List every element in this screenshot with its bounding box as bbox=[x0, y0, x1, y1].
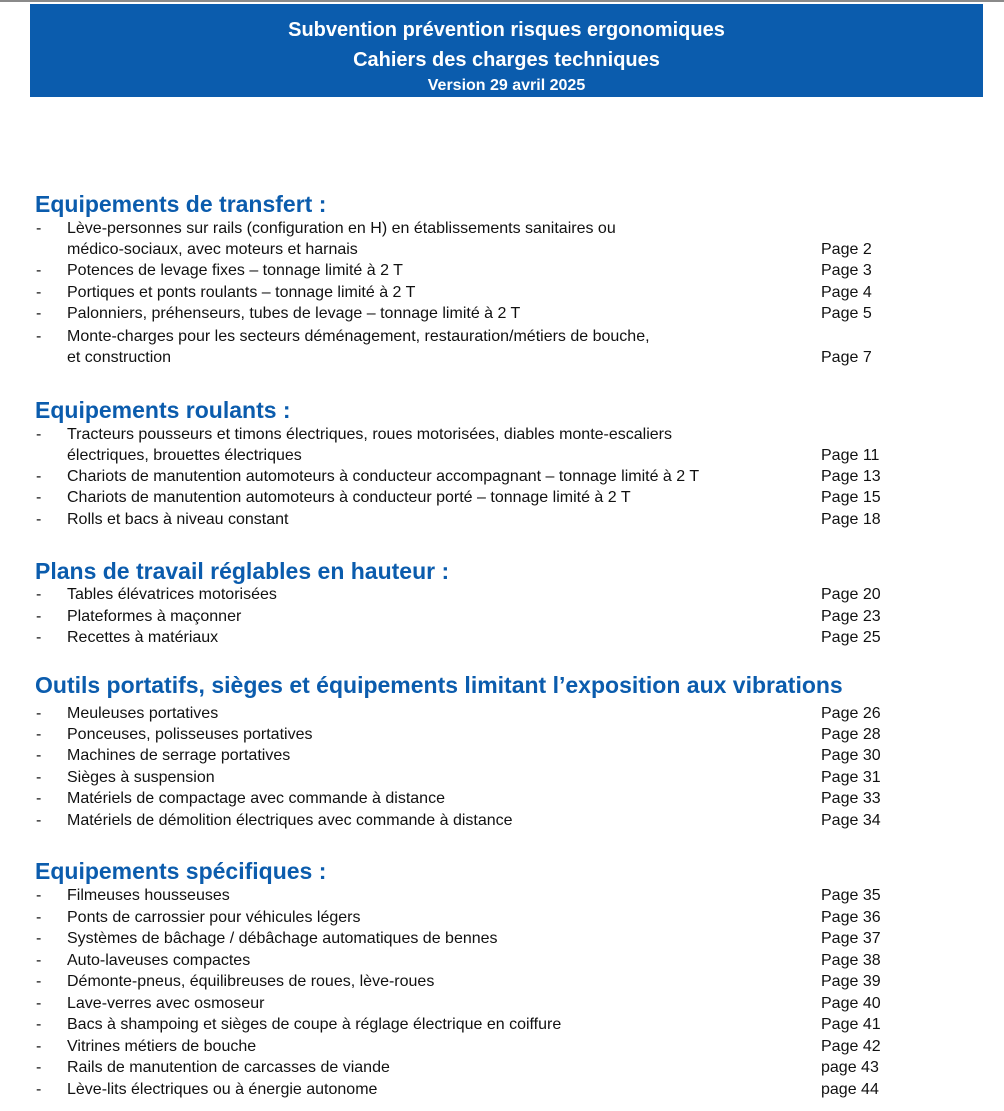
toc-item-page: Page 34 bbox=[821, 812, 881, 829]
toc-item-page: Page 38 bbox=[821, 952, 881, 969]
list-bullet: - bbox=[36, 511, 42, 528]
toc-item-label: Démonte-pneus, équilibreuses de roues, lève-roues bbox=[67, 973, 435, 990]
toc-item-label: Ponts de carrossier pour véhicules légers bbox=[67, 909, 361, 926]
toc-item-label: Matériels de démolition électriques avec commande à distance bbox=[67, 812, 513, 829]
list-bullet: - bbox=[36, 1038, 42, 1055]
list-bullet: - bbox=[36, 284, 42, 301]
toc-item-label: Matériels de compactage avec commande à distance bbox=[67, 790, 445, 807]
toc-item-page: Page 20 bbox=[821, 586, 881, 603]
toc-item-page: Page 40 bbox=[821, 995, 881, 1012]
toc-item-page: Page 31 bbox=[821, 769, 881, 786]
list-bullet: - bbox=[36, 262, 42, 279]
list-bullet: - bbox=[36, 1059, 42, 1076]
toc-item-label: Recettes à matériaux bbox=[67, 629, 219, 646]
document-version: Version 29 avril 2025 bbox=[427, 77, 586, 94]
toc-item-label: Filmeuses housseuses bbox=[67, 887, 230, 904]
document-title: Subvention prévention risques ergonomiques bbox=[288, 19, 725, 41]
toc-item-label: Rolls et bacs à niveau constant bbox=[67, 511, 289, 528]
toc-item-page: Page 15 bbox=[821, 489, 881, 506]
toc-item-label: Lève-lits électriques ou à énergie autonome bbox=[67, 1081, 378, 1098]
toc-item-label: Meuleuses portatives bbox=[67, 705, 219, 722]
list-bullet: - bbox=[36, 328, 42, 345]
toc-item-page: page 43 bbox=[821, 1059, 879, 1076]
section-title: Outils portatifs, sièges et équipements limitant l’exposition aux vibrations bbox=[35, 672, 843, 698]
toc-item-label: Lave-verres avec osmoseur bbox=[67, 995, 265, 1012]
list-bullet: - bbox=[36, 747, 42, 764]
toc-item-label: Ponceuses, polisseuses portatives bbox=[67, 726, 313, 743]
list-bullet: - bbox=[36, 790, 42, 807]
toc-item-page: Page 23 bbox=[821, 608, 881, 625]
toc-item-label: Rails de manutention de carcasses de viande bbox=[67, 1059, 390, 1076]
list-bullet: - bbox=[36, 812, 42, 829]
toc-item-label: électriques, brouettes électriques bbox=[67, 447, 302, 464]
toc-item-label: Tracteurs pousseurs et timons électriques, roues motorisées, diables monte-escaliers bbox=[67, 426, 672, 443]
toc-item-page: Page 5 bbox=[821, 305, 872, 322]
toc-item-label: Chariots de manutention automoteurs à conducteur accompagnant – tonnage limité à 2 T bbox=[67, 468, 700, 485]
list-bullet: - bbox=[36, 769, 42, 786]
toc-item-label: Potences de levage fixes – tonnage limité à 2 T bbox=[67, 262, 403, 279]
toc-item-label: Systèmes de bâchage / débâchage automatiques de bennes bbox=[67, 930, 498, 947]
section-title: Equipements roulants : bbox=[35, 397, 291, 423]
list-bullet: - bbox=[36, 952, 42, 969]
toc-item-label: Chariots de manutention automoteurs à conducteur porté – tonnage limité à 2 T bbox=[67, 489, 631, 506]
list-bullet: - bbox=[36, 1016, 42, 1033]
list-bullet: - bbox=[36, 629, 42, 646]
toc-item-page: Page 11 bbox=[821, 447, 880, 464]
toc-item-label: Vitrines métiers de bouche bbox=[67, 1038, 257, 1055]
toc-item-page: Page 28 bbox=[821, 726, 881, 743]
toc-item-label: Sièges à suspension bbox=[67, 769, 215, 786]
toc-item-page: Page 4 bbox=[821, 284, 872, 301]
toc-item-page: Page 2 bbox=[821, 241, 872, 258]
section-title: Equipements spécifiques : bbox=[35, 858, 327, 884]
toc-item-label: Monte-charges pour les secteurs déménagement, restauration/métiers de bouche, bbox=[67, 328, 650, 345]
toc-item-page: Page 13 bbox=[821, 468, 881, 485]
toc-item-page: page 44 bbox=[821, 1081, 879, 1098]
toc-item-page: Page 30 bbox=[821, 747, 881, 764]
toc-item-page: Page 35 bbox=[821, 887, 881, 904]
list-bullet: - bbox=[36, 973, 42, 990]
toc-item-label: Auto-laveuses compactes bbox=[67, 952, 251, 969]
toc-item-label: Machines de serrage portatives bbox=[67, 747, 291, 764]
toc-item-page: Page 42 bbox=[821, 1038, 881, 1055]
list-bullet: - bbox=[36, 468, 42, 485]
list-bullet: - bbox=[36, 1081, 42, 1098]
list-bullet: - bbox=[36, 586, 42, 603]
document-subtitle: Cahiers des charges techniques bbox=[353, 49, 660, 71]
list-bullet: - bbox=[36, 220, 42, 237]
list-bullet: - bbox=[36, 930, 42, 947]
section-title: Equipements de transfert : bbox=[35, 191, 327, 217]
toc-item-label: Lève-personnes sur rails (configuration en H) en établissements sanitaires ou bbox=[67, 220, 616, 237]
toc-item-page: Page 33 bbox=[821, 790, 881, 807]
toc-item-page: Page 37 bbox=[821, 930, 881, 947]
toc-item-page: Page 18 bbox=[821, 511, 881, 528]
list-bullet: - bbox=[36, 489, 42, 506]
list-bullet: - bbox=[36, 909, 42, 926]
list-bullet: - bbox=[36, 426, 42, 443]
list-bullet: - bbox=[36, 995, 42, 1012]
list-bullet: - bbox=[36, 705, 42, 722]
toc-item-label: Palonniers, préhenseurs, tubes de levage – tonnage limité à 2 T bbox=[67, 305, 521, 322]
toc-item-page: Page 41 bbox=[821, 1016, 881, 1033]
list-bullet: - bbox=[36, 887, 42, 904]
toc-item-label: médico-sociaux, avec moteurs et harnais bbox=[67, 241, 358, 258]
toc-item-page: Page 36 bbox=[821, 909, 881, 926]
list-bullet: - bbox=[36, 608, 42, 625]
toc-item-page: Page 3 bbox=[821, 262, 872, 279]
toc-item-label: Portiques et ponts roulants – tonnage limité à 2 T bbox=[67, 284, 416, 301]
list-bullet: - bbox=[36, 726, 42, 743]
list-bullet: - bbox=[36, 305, 42, 322]
toc-item-label: et construction bbox=[67, 349, 172, 366]
toc-item-page: Page 26 bbox=[821, 705, 881, 722]
toc-item-page: Page 39 bbox=[821, 973, 881, 990]
toc-item-label: Bacs à shampoing et sièges de coupe à réglage électrique en coiffure bbox=[67, 1016, 562, 1033]
toc-item-label: Tables élévatrices motorisées bbox=[67, 586, 277, 603]
toc-item-page: Page 7 bbox=[821, 349, 872, 366]
section-title: Plans de travail réglables en hauteur : bbox=[35, 558, 450, 584]
toc-item-label: Plateformes à maçonner bbox=[67, 608, 242, 625]
toc-item-page: Page 25 bbox=[821, 629, 881, 646]
